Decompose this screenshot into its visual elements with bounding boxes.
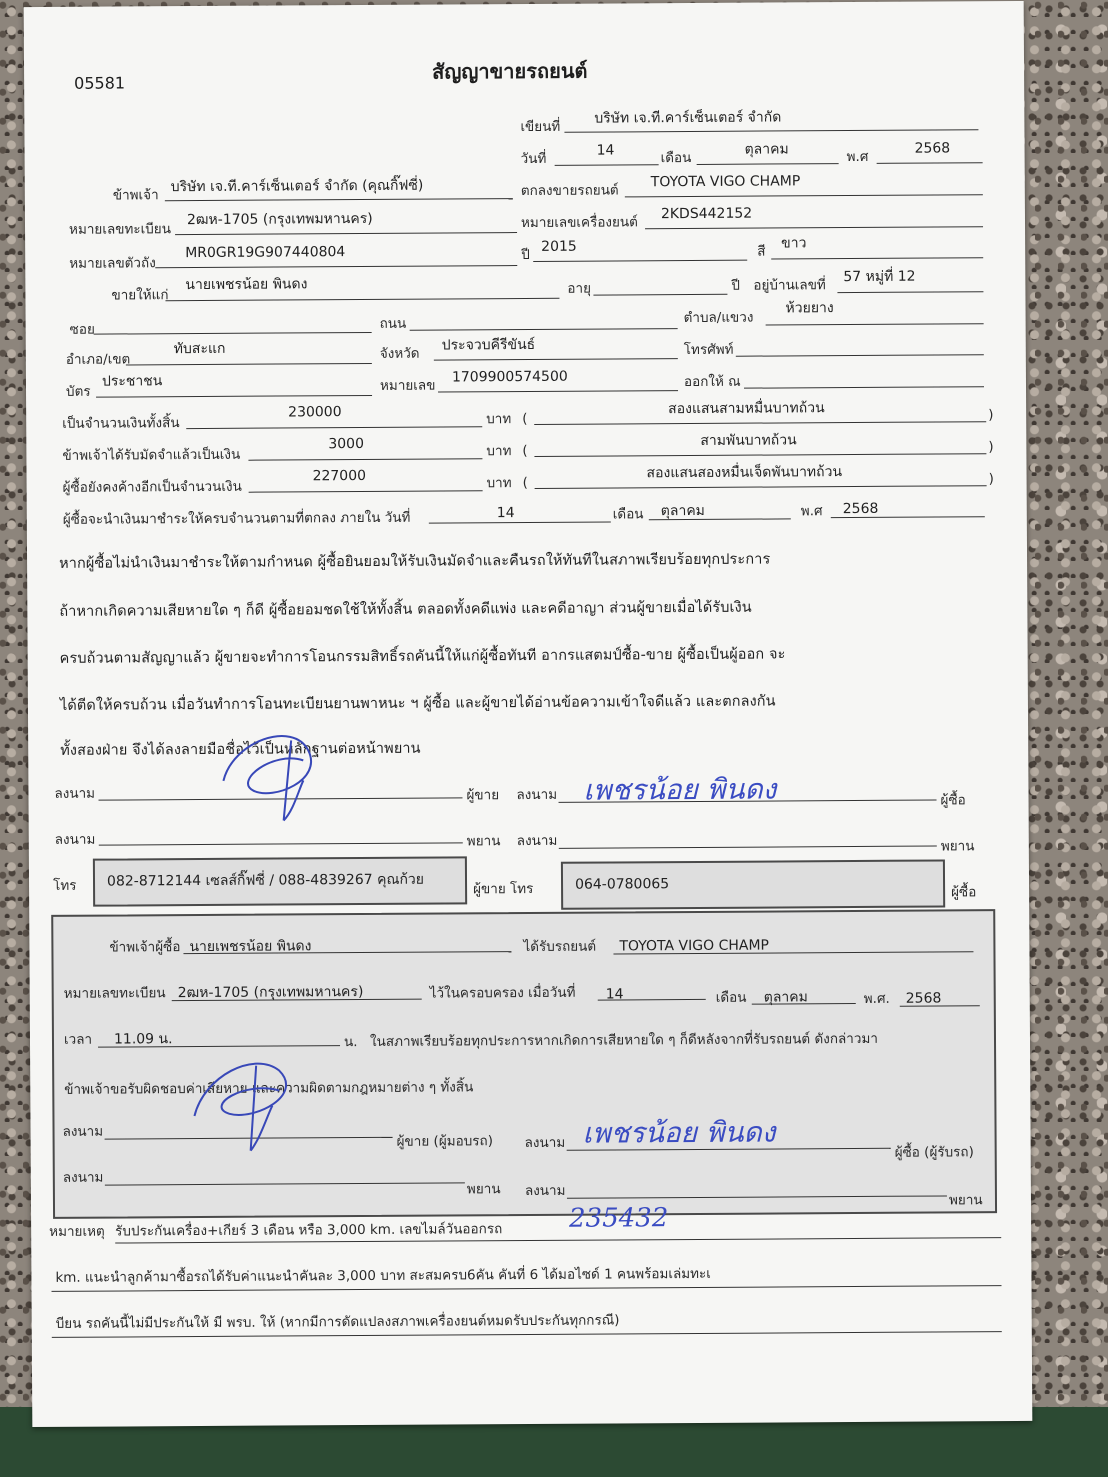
id-value: 1709900574500 [451, 368, 568, 386]
terms-line-3: ครบถ้วนตามสัญญาแล้ว ผู้ขายจะทำการโอนกรรมสิทธิ์รถคันนี้ให้แก่ผู้ซื้อทันที อากรแสตมป์ซื้อ-ขาย ผู้ซื้อเป็นผู้ออก จะ [59, 646, 786, 667]
car-year-label: ปี [521, 246, 530, 264]
receipt-model: TOYOTA VIGO CHAMP [619, 937, 769, 955]
month-label: เดือน [660, 149, 692, 167]
document-number: 05581 [74, 73, 126, 93]
chassis-label: หมายเลขตัวถัง [69, 255, 156, 272]
buyer-role: ผู้ซื้อ [940, 792, 966, 809]
buyer-phone-role: ผู้ซื้อ [951, 884, 977, 901]
receipt-month: ตุลาคม [763, 989, 808, 1006]
due-year: 2568 [842, 500, 879, 518]
plate-label: หมายเลขทะเบียน [68, 221, 171, 238]
engine-value: 2KDS442152 [660, 205, 753, 223]
possess-label: ไว้ในครอบครอง เมื่อวันที่ [429, 984, 576, 1002]
district-value: ทับสะแก [173, 340, 226, 358]
seller-label: ข้าพเจ้า [112, 187, 159, 204]
time-label: เวลา [63, 1031, 93, 1048]
receipt-buyer-role: ผู้ซื้อ (ผู้รับรถ) [894, 1144, 974, 1161]
engine-label: หมายเลขเครื่องยนต์ [520, 214, 638, 232]
receipt-buyer-label: ข้าพเจ้าผู้ซื้อ [109, 939, 181, 956]
subdistrict-label: ตำบล/แขวง [683, 309, 754, 327]
seller-phone-box [93, 856, 467, 906]
date-day: 14 [596, 142, 615, 159]
receipt-year-label: พ.ศ. [863, 990, 890, 1007]
contract-sheet: 05581 สัญญาขายรถยนต์ เขียนที่ บริษัท เจ.ที.คาร์เซ็นเตอร์ จำกัด วันที่ 14 เดือน ตุลาคม พ.ศ 2568 ข้าพเจ้า บริษัท เจ.ที.คาร์เซ็นเตอร์ จำกัด (คุณกิ๊ฟซี่) ตกลงขายรถยนต์ TOYOTA VIGO CHAMP หมายเลขทะเบียน 2ฒห-1705 (กรุงเทพมหานคร) หมายเลขเครื่องยนต์ 2KDS442152 หมายเลขตัวถัง MR0GR19G907440804 ปี 2015 สี ขาว ขายให้แก่ นายเพชรน้อย พินดง อายุ ปี อยู่บ้านเลขที่ 57 หมู่ที่ 12 ซอย ถนน ตำบล/แขวง ห้วยยาง อำเภอ/เขต ทับสะแก จังหวัด ประจวบคีรีขันธ์ โทรศัพท์ บัตร ประชาชน หมายเลข 1709900574500 ออกให้ ณ เป็นจำนวนเงินทั้งสิ้น 230000 บาท ( สองแสนสามหมื่นบาทถ้วน ) ข้าพเจ้าได้รับมัดจำแล้วเป็นเงิน 3000 บาท ( สามพันบาทถ้วน ) ผู้ซื้อยังคงค้างอีกเป็นจำนวนเงิน 227000 บาท ( สองแสนสองหมื่นเจ็ดพันบาทถ้วน ) ผู้ซื้อจะนำเงินมาชำระให้ครบจำนวนตามที่ตกลง ภายใน วันที่ 14 เดือน ตุลาคม พ.ศ 2568 หากผู้ซื้อไม่นำเงินมาชำระให้ตามกำหนด ผู้ซื้อยินยอมให้รับเงินมัดจำและคืนรถให้ทันทีในสภาพเรียบร้อยทุกประการ ถ้าหากเกิดความเสียหายใด ๆ ก็ดี ผู้ซื้อยอมชดใช้ให้ทั้งสิ้น ตลอดทั้งคดีแพ่ง และคดีอาญา ส่วนผู้ขายเมื่อได้รับเงิน ครบถ้วนตามสัญญาแล้ว ผู้ขายจะทำการโอนกรรมสิทธิ์รถคันนี้ให้แก่ผู้ซื้อทันที อากรแสตมป์ซื้อ-ขาย ผู้ซื้อเป็นผู้ออก จะ ได้ตีดให้ครบถ้วน เมื่อวันทำการโอนทะเบียนยานพาหนะ ฯ ผู้ซื้อ และผู้ขายได้อ่านข้อความเข้าใจดีแล้ว และตกลงกัน ทั้งสองฝ่าย จึงได้ลงลายมือชื่อไว้เป็นหลักฐานต่อหน้าพยาน ลงนาม ผู้ขาย ลงนาม เพชรน้อย พินดง ผู้ซื้อ ลงนาม พยาน ลงนาม พยาน โทร 082-8712144 เซลส์กิ๊ฟซี่ / 088-4839267 คุณก้วย ผู้ขาย โทร 064-0780065 ผู้ซื้อ ข้าพเจ้าผู้ซื้อ นายเพชรน้อย พินดง ได้รับรถยนต์ TOYOTA VIGO CHAMP หมายเลขทะเบียน 2ฒห-1705 (กรุงเทพมหานคร) ไว้ในครอบครอง เมื่อวันที่ 14 เดือน ตุลาคม พ.ศ. 2568 เวลา 11.09 น. น. ในสภาพเรียบร้อยทุกประการหากเกิดการเสียหายใด ๆ ก็ดีหลังจากที่รับรถยนต์ ดังกล่าวมา ข้าพเจ้าขอรับผิดชอบค่าเสียหาย และความผิดตามกฎหมายต่าง ๆ ทั้งสิ้น ลงนาม ผู้ขาย (ผู้มอบรถ) ลงนาม เพชรน้อย พินดง ผู้ซื้อ (ผู้รับรถ) ลงนาม พยาน ลงนาม พยาน หมายเหตุ รับประกันเครื่อง+เกียร์ 3 เดือน หรือ 3,000 km. เลขไมล์วันออกรถ 235432 km. แนะนำลูกค้ามาซื้อรถได้รับค่าแนะนำคันละ 3,000 บาท สะสมครบ6คัน คันที่ 6 ได้มอไซด์ 1 คนพร้อมเล่มทะเ บียน รถคันนี้ไม่มีประกันให้ มี พรบ. ให้ (หากมีการดัดแปลงสภาพเครื่องยนต์หมดรับประกันทุกกรณี) [24, 1, 1033, 1427]
seller-signature-scribble [213, 720, 364, 831]
receipt-buyer-signature: เพชรน้อย พินดง [582, 1115, 776, 1150]
card-label: บัตร [65, 383, 91, 400]
receipt-seller-role: ผู้ขาย (ผู้มอบรถ) [396, 1133, 494, 1150]
seller-role: ผู้ขาย [466, 787, 500, 804]
age-label: อายุ [567, 280, 592, 297]
remarks-line-3: บียน รถคันนี้ไม่มีประกันให้ มี พรบ. ให้ (หากมีการดัดแปลงสภาพเครื่องยนต์หมดรับประกันทุกกรณี) [55, 1312, 620, 1332]
sell-to-label: ขายให้แก่ [111, 287, 169, 304]
year-label: พ.ศ [846, 148, 869, 166]
terms-line-1: หากผู้ซื้อไม่นำเงินมาชำระให้ตามกำหนด ผู้ซื้อยินยอมให้รับเงินมัดจำและคืนรถให้ทันทีในสภาพเรียบร้อยทุกประการ [59, 551, 771, 572]
remarks-line-1: รับประกันเครื่อง+เกียร์ 3 เดือน หรือ 3,000 km. เลขไมล์วันออกรถ [115, 1221, 503, 1240]
receipt-buyer-name: นายเพชรน้อย พินดง [189, 938, 312, 956]
time-unit: น. [343, 1034, 358, 1051]
witness-role: พยาน [466, 833, 501, 850]
mileage-value: 235432 [568, 1203, 669, 1234]
receipt-time: 11.09 น. [113, 1031, 173, 1048]
seller-value: บริษัท เจ.ที.คาร์เซ็นเตอร์ จำกัด (คุณกิ๊ฟซี่) [170, 177, 424, 196]
soi-label: ซอย [69, 321, 95, 338]
province-value: ประจวบคีรีขันธ์ [441, 336, 536, 354]
subdistrict-value: ห้วยยาง [785, 300, 834, 317]
id-label: หมายเลข [379, 377, 436, 394]
receipt-year: 2568 [905, 990, 942, 1007]
remain-label: ผู้ซื้อยังคงค้างอีกเป็นจำนวนเงิน [62, 478, 242, 496]
remarks-label: หมายเหตุ [49, 1223, 105, 1240]
receipt-plate-label: หมายเลขทะเบียน [63, 985, 166, 1002]
car-model: TOYOTA VIGO CHAMP [650, 173, 801, 191]
receipt-seller-signature-scribble [184, 1045, 325, 1156]
receipt-month-label: เดือน [715, 989, 747, 1006]
due-year-label: พ.ศ [800, 503, 823, 520]
deposit-value: 3000 [328, 435, 365, 453]
written-at-label: เขียนที่ [520, 118, 561, 136]
receipt-plate: 2ฒห-1705 (กรุงเทพมหานคร) [177, 984, 364, 1002]
phone-label: โทรศัพท์ [683, 341, 734, 359]
road-label: ถนน [379, 315, 407, 332]
plate-value: 2ฒห-1705 (กรุงเทพมหานคร) [186, 210, 373, 229]
buyer-phone: 064-0780065 [574, 876, 670, 893]
car-year-value: 2015 [541, 238, 577, 255]
baht-label: บาท [486, 411, 512, 428]
remarks-line-2: km. แนะนำลูกค้ามาซื้อรถได้รับค่าแนะนำคันละ 3,000 บาท สะสมครบ6คัน คันที่ 6 ได้มอไซด์ 1 คนพร้อมเล่มทะเ [55, 1265, 711, 1286]
age-unit: ปี [731, 277, 741, 294]
car-receipt-section: ข้าพเจ้าผู้ซื้อ นายเพชรน้อย พินดง ได้รับรถยนต์ TOYOTA VIGO CHAMP หมายเลขทะเบียน 2ฒห-1705 (กรุงเทพมหานคร) ไว้ในครอบครอง เมื่อวันที่ 14 เดือน ตุลาคม พ.ศ. 2568 เวลา 11.09 น. น. ในสภาพเรียบร้อยทุกประการหากเกิดการเสียหายใด ๆ ก็ดีหลังจากที่รับรถยนต์ ดังกล่าวมา ข้าพเจ้าขอรับผิดชอบค่าเสียหาย และความผิดตามกฎหมายต่าง ๆ ทั้งสิ้น ลงนาม ผู้ขาย (ผู้มอบรถ) ลงนาม เพชรน้อย พินดง ผู้ซื้อ (ผู้รับรถ) ลงนาม พยาน ลงนาม พยาน [51, 909, 997, 1219]
house-label: อยู่บ้านเลขที่ [753, 277, 826, 294]
received-label: ได้รับรถยนต์ [523, 938, 597, 956]
written-at-value: บริษัท เจ.ที.คาร์เซ็นเตอร์ จำกัด [594, 109, 782, 127]
total-label: เป็นจำนวนเงินทั้งสิ้น [62, 415, 180, 432]
total-value: 230000 [288, 404, 342, 421]
seller-phone-role: ผู้ขาย โทร [473, 880, 534, 898]
receipt-day: 14 [605, 986, 624, 1003]
due-day: 14 [496, 505, 515, 522]
deposit-words: สามพันบาทถ้วน [700, 432, 797, 449]
district-label: อำเภอ/เขต [65, 351, 131, 368]
color-label: สี [757, 243, 766, 260]
card-value: ประชาชน [101, 373, 163, 390]
total-words: สองแสนสามหมื่นบาทถ้วน [668, 400, 825, 418]
due-month-label: เดือน [612, 506, 644, 523]
buyer-name: นายเพชรน้อย พินดง [185, 276, 308, 294]
terms-line-2: ถ้าหากเกิดความเสียหายใด ๆ ก็ดี ผู้ซื้อยอมชดใช้ให้ทั้งสิ้น ตลอดทั้งคดีแพ่ง และคดีอาญา ส่วนผู้ขายเมื่อได้รับเงิน [59, 599, 752, 620]
issued-label: ออกให้ ณ [683, 373, 741, 391]
terms-line-5: ทั้งสองฝ่าย จึงได้ลงลายมือชื่อไว้เป็นหลักฐานต่อหน้าพยาน [60, 740, 421, 759]
chassis-value: MR0GR19G907440804 [185, 244, 346, 262]
date-month: ตุลาคม [744, 141, 789, 158]
due-label: ผู้ซื้อจะนำเงินมาชำระให้ครบจำนวนตามที่ตกลง ภายใน วันที่ [62, 509, 411, 528]
agree-label: ตกลงขายรถยนต์ [520, 182, 619, 200]
deposit-label: ข้าพเจ้าได้รับมัดจำแล้วเป็นเงิน [62, 446, 241, 464]
date-label: วันที่ [520, 150, 547, 168]
page-title: สัญญาขายรถยนต์ [432, 58, 588, 84]
terms-line-4: ได้ตีดให้ครบถ้วน เมื่อวันทำการโอนทะเบียนยานพาหนะ ฯ ผู้ซื้อ และผู้ขายได้อ่านข้อความเข้าใจดีแล้ว และตกลงกัน [59, 693, 776, 714]
remain-value: 227000 [312, 467, 367, 485]
seller-phones: 082-8712144 เซลส์กิ๊ฟซี่ / 088-4839267 คุณก้วย [106, 871, 425, 890]
color-value: ขาว [781, 235, 807, 252]
phone-row-label: โทร [52, 877, 77, 894]
receipt-text-1: ในสภาพเรียบร้อยทุกประการหากเกิดการเสียหายใด ๆ ก็ดีหลังจากที่รับรถยนต์ ดังกล่าวมา [369, 1030, 878, 1050]
house-value: 57 หมู่ที่ 12 [843, 268, 916, 286]
remain-words: สองแสนสองหมื่นเจ็ดพันบาทถ้วน [646, 464, 843, 482]
buyer-signature: เพชรน้อย พินดง [583, 772, 777, 807]
due-month: ตุลาคม [660, 502, 705, 520]
province-label: จังหวัด [379, 345, 420, 362]
buyer-phone-box [561, 859, 945, 909]
sign-label: ลงนาม [54, 785, 96, 802]
receipt-text-2: ข้าพเจ้าขอรับผิดชอบค่าเสียหาย และความผิดตามกฎหมายต่าง ๆ ทั้งสิ้น [64, 1079, 474, 1098]
date-year: 2568 [914, 140, 951, 157]
